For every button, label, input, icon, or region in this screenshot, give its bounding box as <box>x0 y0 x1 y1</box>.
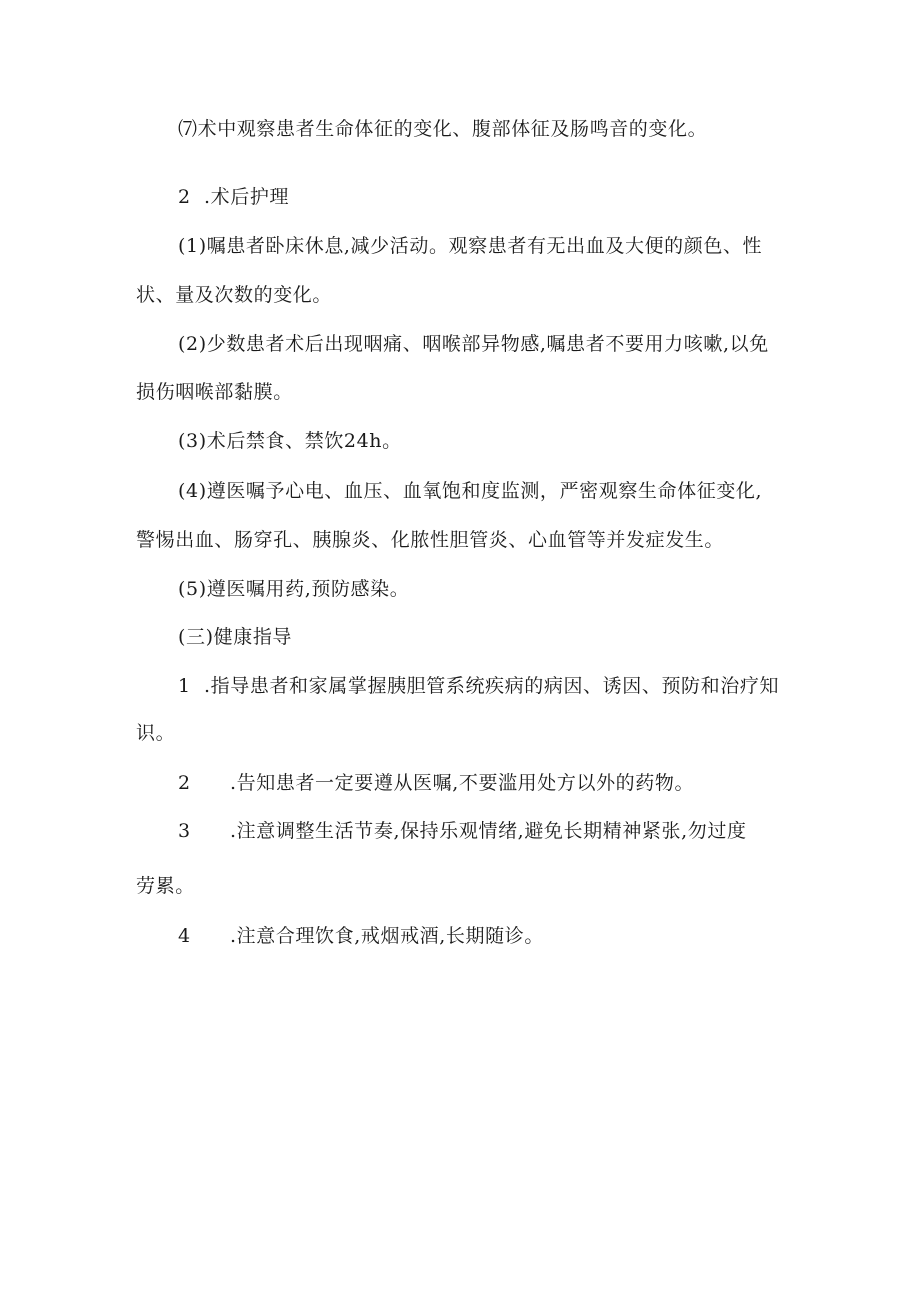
section-title: .术后护理 <box>204 186 290 208</box>
guidance-item-4 <box>178 923 838 949</box>
paragraph-intraop-observation: ⑺术中观察患者生命体征的变化、腹部体征及肠鸣音的变化。 <box>178 118 708 140</box>
guidance-item-3-line2: 劳累。 <box>136 875 195 897</box>
item-number: 4 <box>178 925 191 947</box>
paragraph-postop-4-line1: (4)遵医嘱予心电、血压、血氧饱和度监测，严密观察生命体征变化, <box>178 480 763 502</box>
paragraph-postop-2-line1: (2)少数患者术后出现咽痛、咽喉部异物感,嘱患者不要用力咳嗽,以免 <box>178 333 769 355</box>
guidance-item-1-line1 <box>178 673 838 699</box>
item-text: .注意调整生活节奏,保持乐观情绪,避免长期精神紧张,勿过度 <box>230 820 747 842</box>
item-number: 1 <box>178 675 191 697</box>
paragraph-postop-5: (5)遵医嘱用药,预防感染。 <box>178 578 410 600</box>
paragraph-postop-1-line2: 状、量及次数的变化。 <box>136 284 333 306</box>
item-text: .告知患者一定要遵从医嘱,不要滥用处方以外的药物。 <box>230 772 695 794</box>
paragraph-postop-3: (3)术后禁食、禁饮24h。 <box>178 430 402 452</box>
section-number: 2 <box>178 186 191 208</box>
paragraph-postop-2-line2: 损伤咽喉部黏膜。 <box>136 381 293 403</box>
item-number: 3 <box>178 820 191 842</box>
guidance-item-3-line1 <box>178 818 838 844</box>
item-text: .注意合理饮食,戒烟戒酒,长期随诊。 <box>230 925 544 947</box>
paragraph-postop-1-line1: (1)嘱患者卧床休息,减少活动。观察患者有无出血及大便的颜色、性 <box>178 235 763 257</box>
section-heading-postop-care <box>178 184 838 210</box>
paragraph-postop-4-line2: 警惕出血、肠穿孔、胰腺炎、化脓性胆管炎、心血管等并发症发生。 <box>136 529 725 551</box>
item-text: .指导患者和家属掌握胰胆管系统疾病的病因、诱因、预防和治疗知 <box>204 675 780 697</box>
section-heading-health-guidance: (三)健康指导 <box>178 626 293 648</box>
item-number: 2 <box>178 772 191 794</box>
guidance-item-2 <box>178 770 838 796</box>
guidance-item-1-line2: 识。 <box>136 722 176 744</box>
